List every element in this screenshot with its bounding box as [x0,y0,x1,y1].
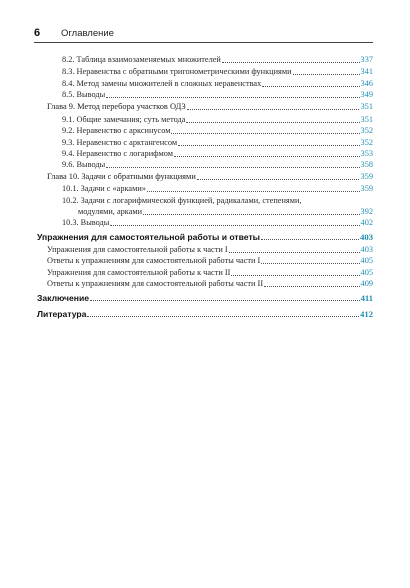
page-header [0,0,410,40]
page-link[interactable]: 405 [360,256,373,265]
leader-dots [106,167,359,168]
leader-dots [106,97,359,98]
leader-dots [262,86,359,87]
page-link[interactable]: 352 [360,138,373,147]
toc-chapter-10[interactable]: Глава 10. Задачи с обратными функциями 359 [47,172,373,181]
toc-entry-exercises-part2[interactable]: Упражнения для самостоятельной работы к части II 405 [47,268,373,277]
toc-entry-9-6[interactable]: 9.6. Выводы 358 [62,160,373,169]
leader-dots [261,263,359,264]
leader-dots [293,74,360,75]
leader-dots [222,62,360,63]
leader-dots [264,286,359,287]
page-link[interactable]: 411 [360,293,373,303]
page-link[interactable]: 359 [360,172,373,181]
leader-dots [261,239,359,240]
leader-dots [178,145,359,146]
page-number: 6 [34,27,41,39]
page-link[interactable]: 358 [360,160,373,169]
toc-entry-8-3[interactable]: 8.3. Неравенства с обратными тригонометрическими функциями 341 [62,67,373,76]
leader-dots [231,275,359,276]
toc-entry-8-2[interactable]: 8.2. Таблица взаимозаменяемых множителей 337 [62,55,373,64]
toc-entry-answers-part2[interactable]: Ответы к упражнениям для самостоятельной работы части II 409 [47,279,373,288]
toc-entry-9-3[interactable]: 9.3. Неравенство с арктангенсом 352 [62,138,373,147]
page-link[interactable]: 412 [360,309,373,319]
toc-entry-10-3[interactable]: 10.3. Выводы 402 [62,218,373,227]
page-link[interactable]: 349 [360,90,373,99]
leader-dots [87,316,359,317]
toc-entry-8-5[interactable]: 8.5. Выводы 349 [62,90,373,99]
toc-entry-10-1[interactable]: 10.1. Задачи с «арками» 359 [62,184,373,193]
toc-entry-exercises-part1[interactable]: Упражнения для самостоятельной работы к части I 403 [47,245,373,254]
toc-entry-10-2-line1[interactable]: 10.2. Задачи с логарифмической функцией, радикалами, степенями, [62,196,302,205]
page-link[interactable]: 359 [360,184,373,193]
toc-entry-9-4[interactable]: 9.4. Неравенство с логарифмом 353 [62,149,373,158]
toc-chapter-9[interactable]: Глава 9. Метод перебора участков ОДЗ 351 [47,102,373,111]
toc-entry-answers-part1[interactable]: Ответы к упражнениям для самостоятельной работы части I 405 [47,256,373,265]
page-link[interactable]: 351 [360,115,373,124]
page-link[interactable]: 392 [360,207,373,216]
toc-entry-9-1[interactable]: 9.1. Общие замечания; суть метода 351 [62,115,373,124]
leader-dots [174,156,360,157]
toc-section-conclusion[interactable]: Заключение 411 [37,293,373,303]
leader-dots [186,122,359,123]
page-link[interactable]: 405 [360,268,373,277]
header-rule [34,42,373,43]
leader-dots [171,133,359,134]
leader-dots [147,191,360,192]
toc-entry-8-4[interactable]: 8.4. Метод замены множителей в сложных неравенствах 346 [62,79,373,88]
leader-dots [187,109,360,110]
page-link[interactable]: 403 [360,232,373,242]
toc-section-literature[interactable]: Литература 412 [37,309,373,319]
toc-entry-9-2[interactable]: 9.2. Неравенство с арксинусом 352 [62,126,373,135]
leader-dots [229,252,360,253]
page-link[interactable]: 402 [360,218,373,227]
leader-dots [90,300,360,301]
running-title: Оглавление [61,28,114,39]
toc-entry-10-2[interactable]: модулями, арками 392 [78,207,373,216]
page-link[interactable]: 351 [360,102,373,111]
leader-dots [197,179,360,180]
leader-dots [110,225,359,226]
page-link[interactable]: 341 [360,67,373,76]
page-link[interactable]: 409 [360,279,373,288]
page-link[interactable]: 352 [360,126,373,135]
toc-section-exercises[interactable]: Упражнения для самостоятельной работы и ответы 403 [37,232,373,242]
page-link[interactable]: 337 [360,55,373,64]
leader-dots [143,214,359,215]
page-link[interactable]: 403 [360,245,373,254]
page-link[interactable]: 353 [360,149,373,158]
page-link[interactable]: 346 [360,79,373,88]
